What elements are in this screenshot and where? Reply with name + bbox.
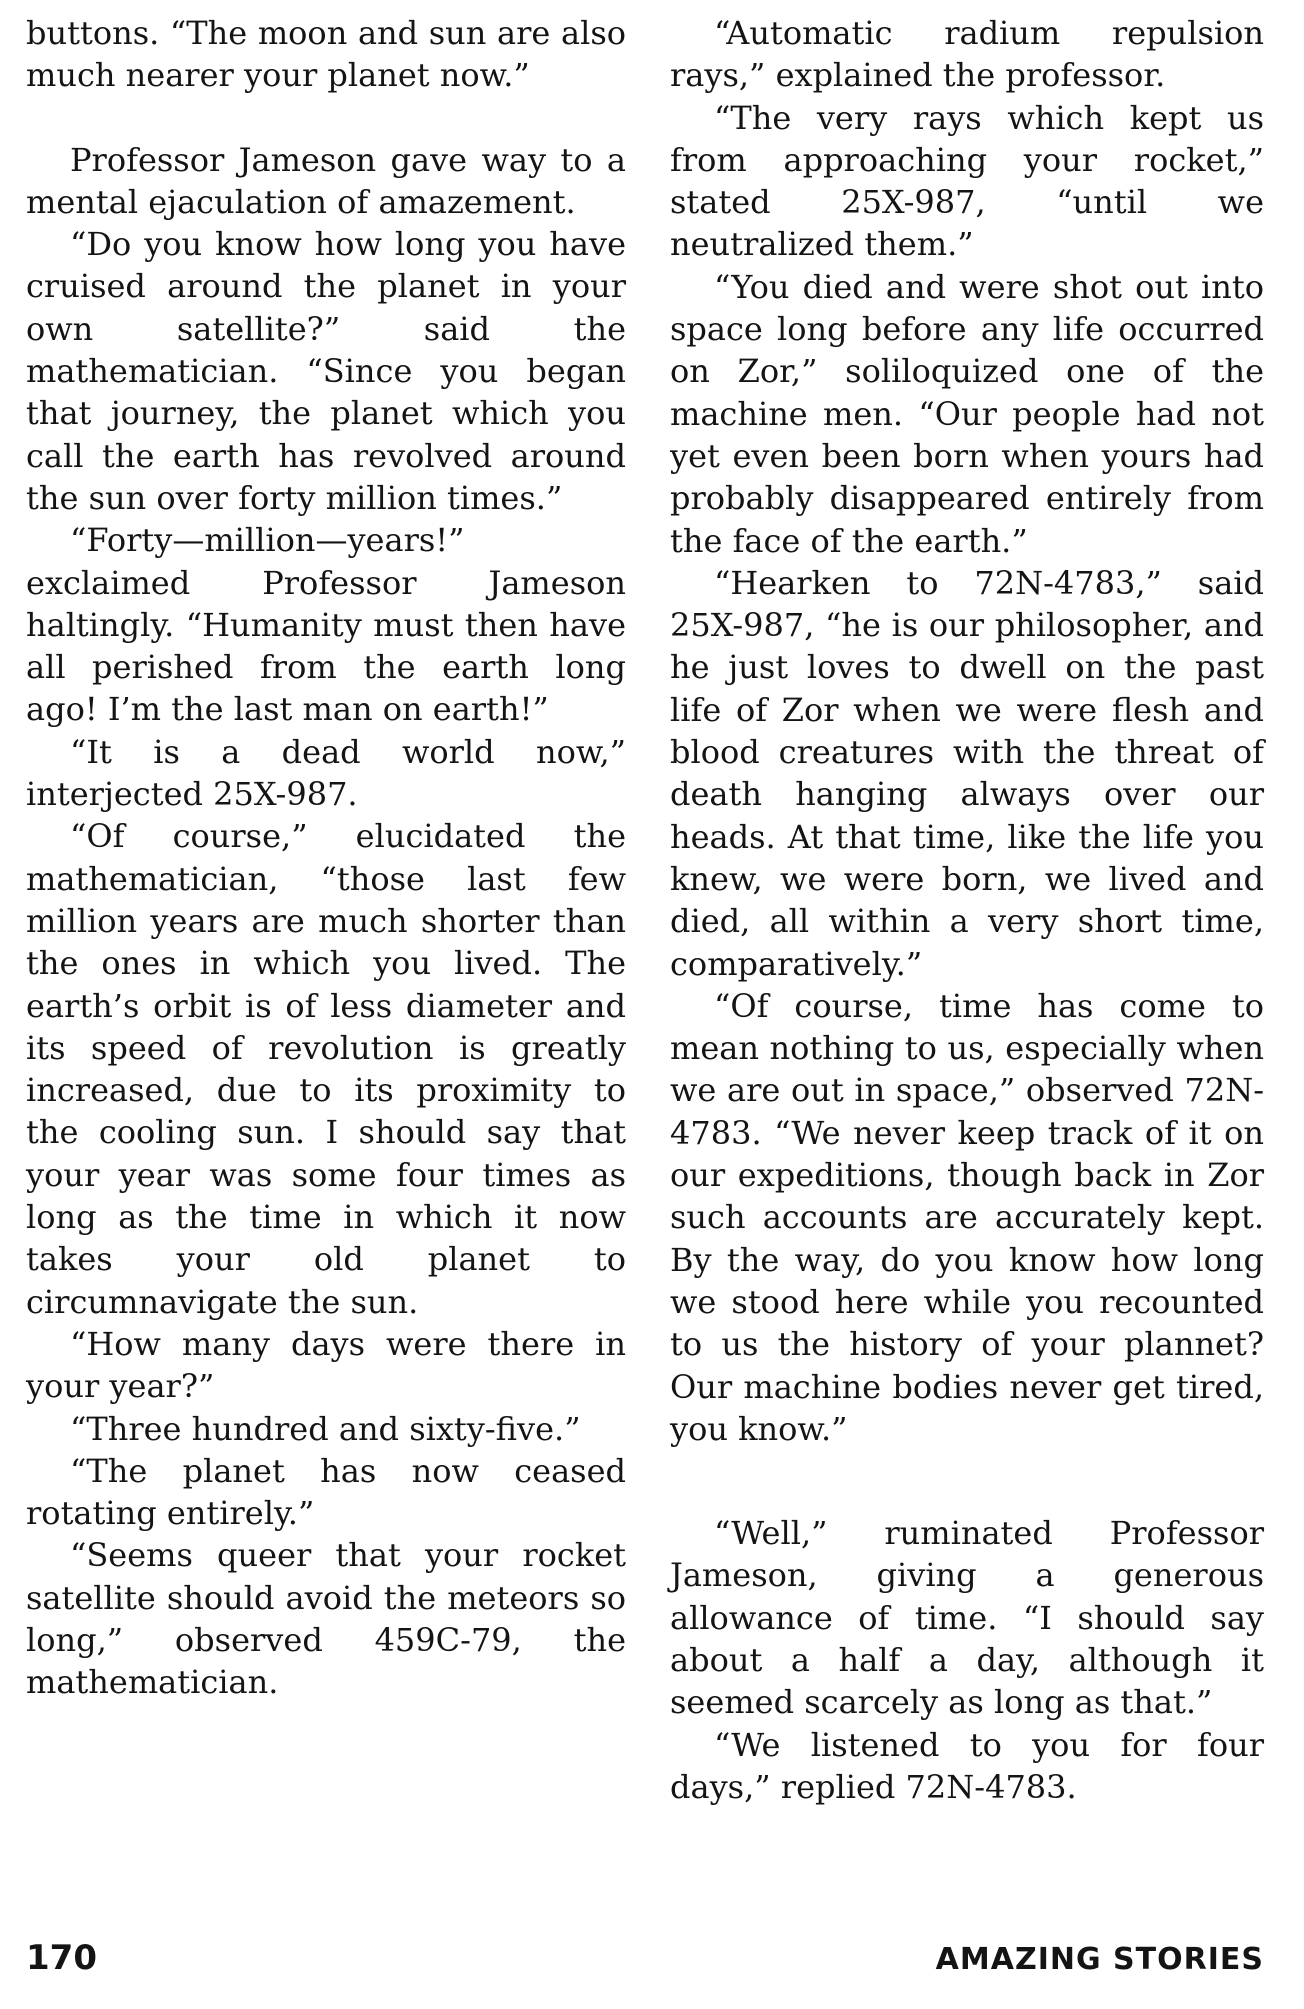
paragraph: “Forty—million—years!” exclaimed Professor Jameson haltingly. “Humanity must then have all perished from the earth long ago! I’m the last man on earth!” (26, 521, 626, 729)
paragraph: “Of course,” elucidated the mathematician, “those last few million years are much shorter than the ones in which you lived. The earth’s orbit is of less diameter and its speed of revolution is greatly increased, due to its proximity to the cooling sun. I should say that your year was some four times as long as the time in which it now takes your old planet to circumnavigate the sun. (26, 817, 626, 1321)
magazine-title: AMAZING STORIES (935, 1942, 1264, 1977)
page-number: 170 (26, 1938, 97, 1978)
paragraph: “How many days were there in your year?” (26, 1324, 626, 1406)
paragraph: “The very rays which kept us from approaching your rocket,” stated 25X-987, “until we neutralized them.” (670, 98, 1264, 264)
paragraph: “Of course, time has come to mean nothing to us, especially when we are out in space,” observed 72N-4783. “We never keep track of it on our expeditions, though back in Zor such accounts are accurately kept. By the way, do you know how long we stood here while you recounted to us the history of your plannet? Our machine bodies never get tired, you know.” (670, 986, 1264, 1448)
paragraph: “Well,” ruminated Professor Jameson, giving a generous allowance of time. “I should say about a half a day, although it seemed scarcely as long as that.” (670, 1514, 1264, 1722)
paragraph: “You died and were shot out into space long before any life occurred on Zor,” soliloquized one of the machine men. “Our people had not yet even been born when yours had probably disappeared entirely from the face of the earth.” (670, 267, 1264, 560)
paragraph: “It is a dead world now,” interjected 25X-987. (26, 732, 626, 814)
paragraph: “Automatic radium repulsion rays,” explained the professor. (670, 14, 1264, 95)
paragraph: “Three hundred and sixty-five.” (70, 1409, 581, 1448)
paragraph: “We listened to you for four days,” replied 72N-4783. (670, 1725, 1264, 1806)
paragraph: buttons. “The moon and sun are also much nearer your planet now.” (26, 14, 626, 95)
paragraph: “Do you know how long you have cruised around the planet in your own satellite?” said the mathematician. “Since you began that journey, the planet which you call the earth has revolved around the sun over forty million times.” (26, 225, 626, 517)
right-text-column (670, 12, 1264, 1808)
paragraph: “Seems queer that your rocket satellite should avoid the meteors so long,” observed 459C-79, the mathematician. (26, 1536, 626, 1702)
paragraph: “The planet has now ceased rotating entirely.” (26, 1451, 626, 1533)
paragraph: “Hearken to 72N-4783,” said 25X-987, “he is our philosopher, and he just loves to dwell on the past life of Zor when we were flesh and blood creatures with the threat of death hanging always over our heads. At that time, like the life you knew, we were born, we lived and died, all within a very short time, comparatively.” (670, 563, 1264, 983)
left-text-column (26, 12, 626, 1704)
paragraph: Professor Jameson gave way to a mental ejaculation of amazement. (26, 140, 626, 221)
page-footer (26, 1938, 1264, 1988)
